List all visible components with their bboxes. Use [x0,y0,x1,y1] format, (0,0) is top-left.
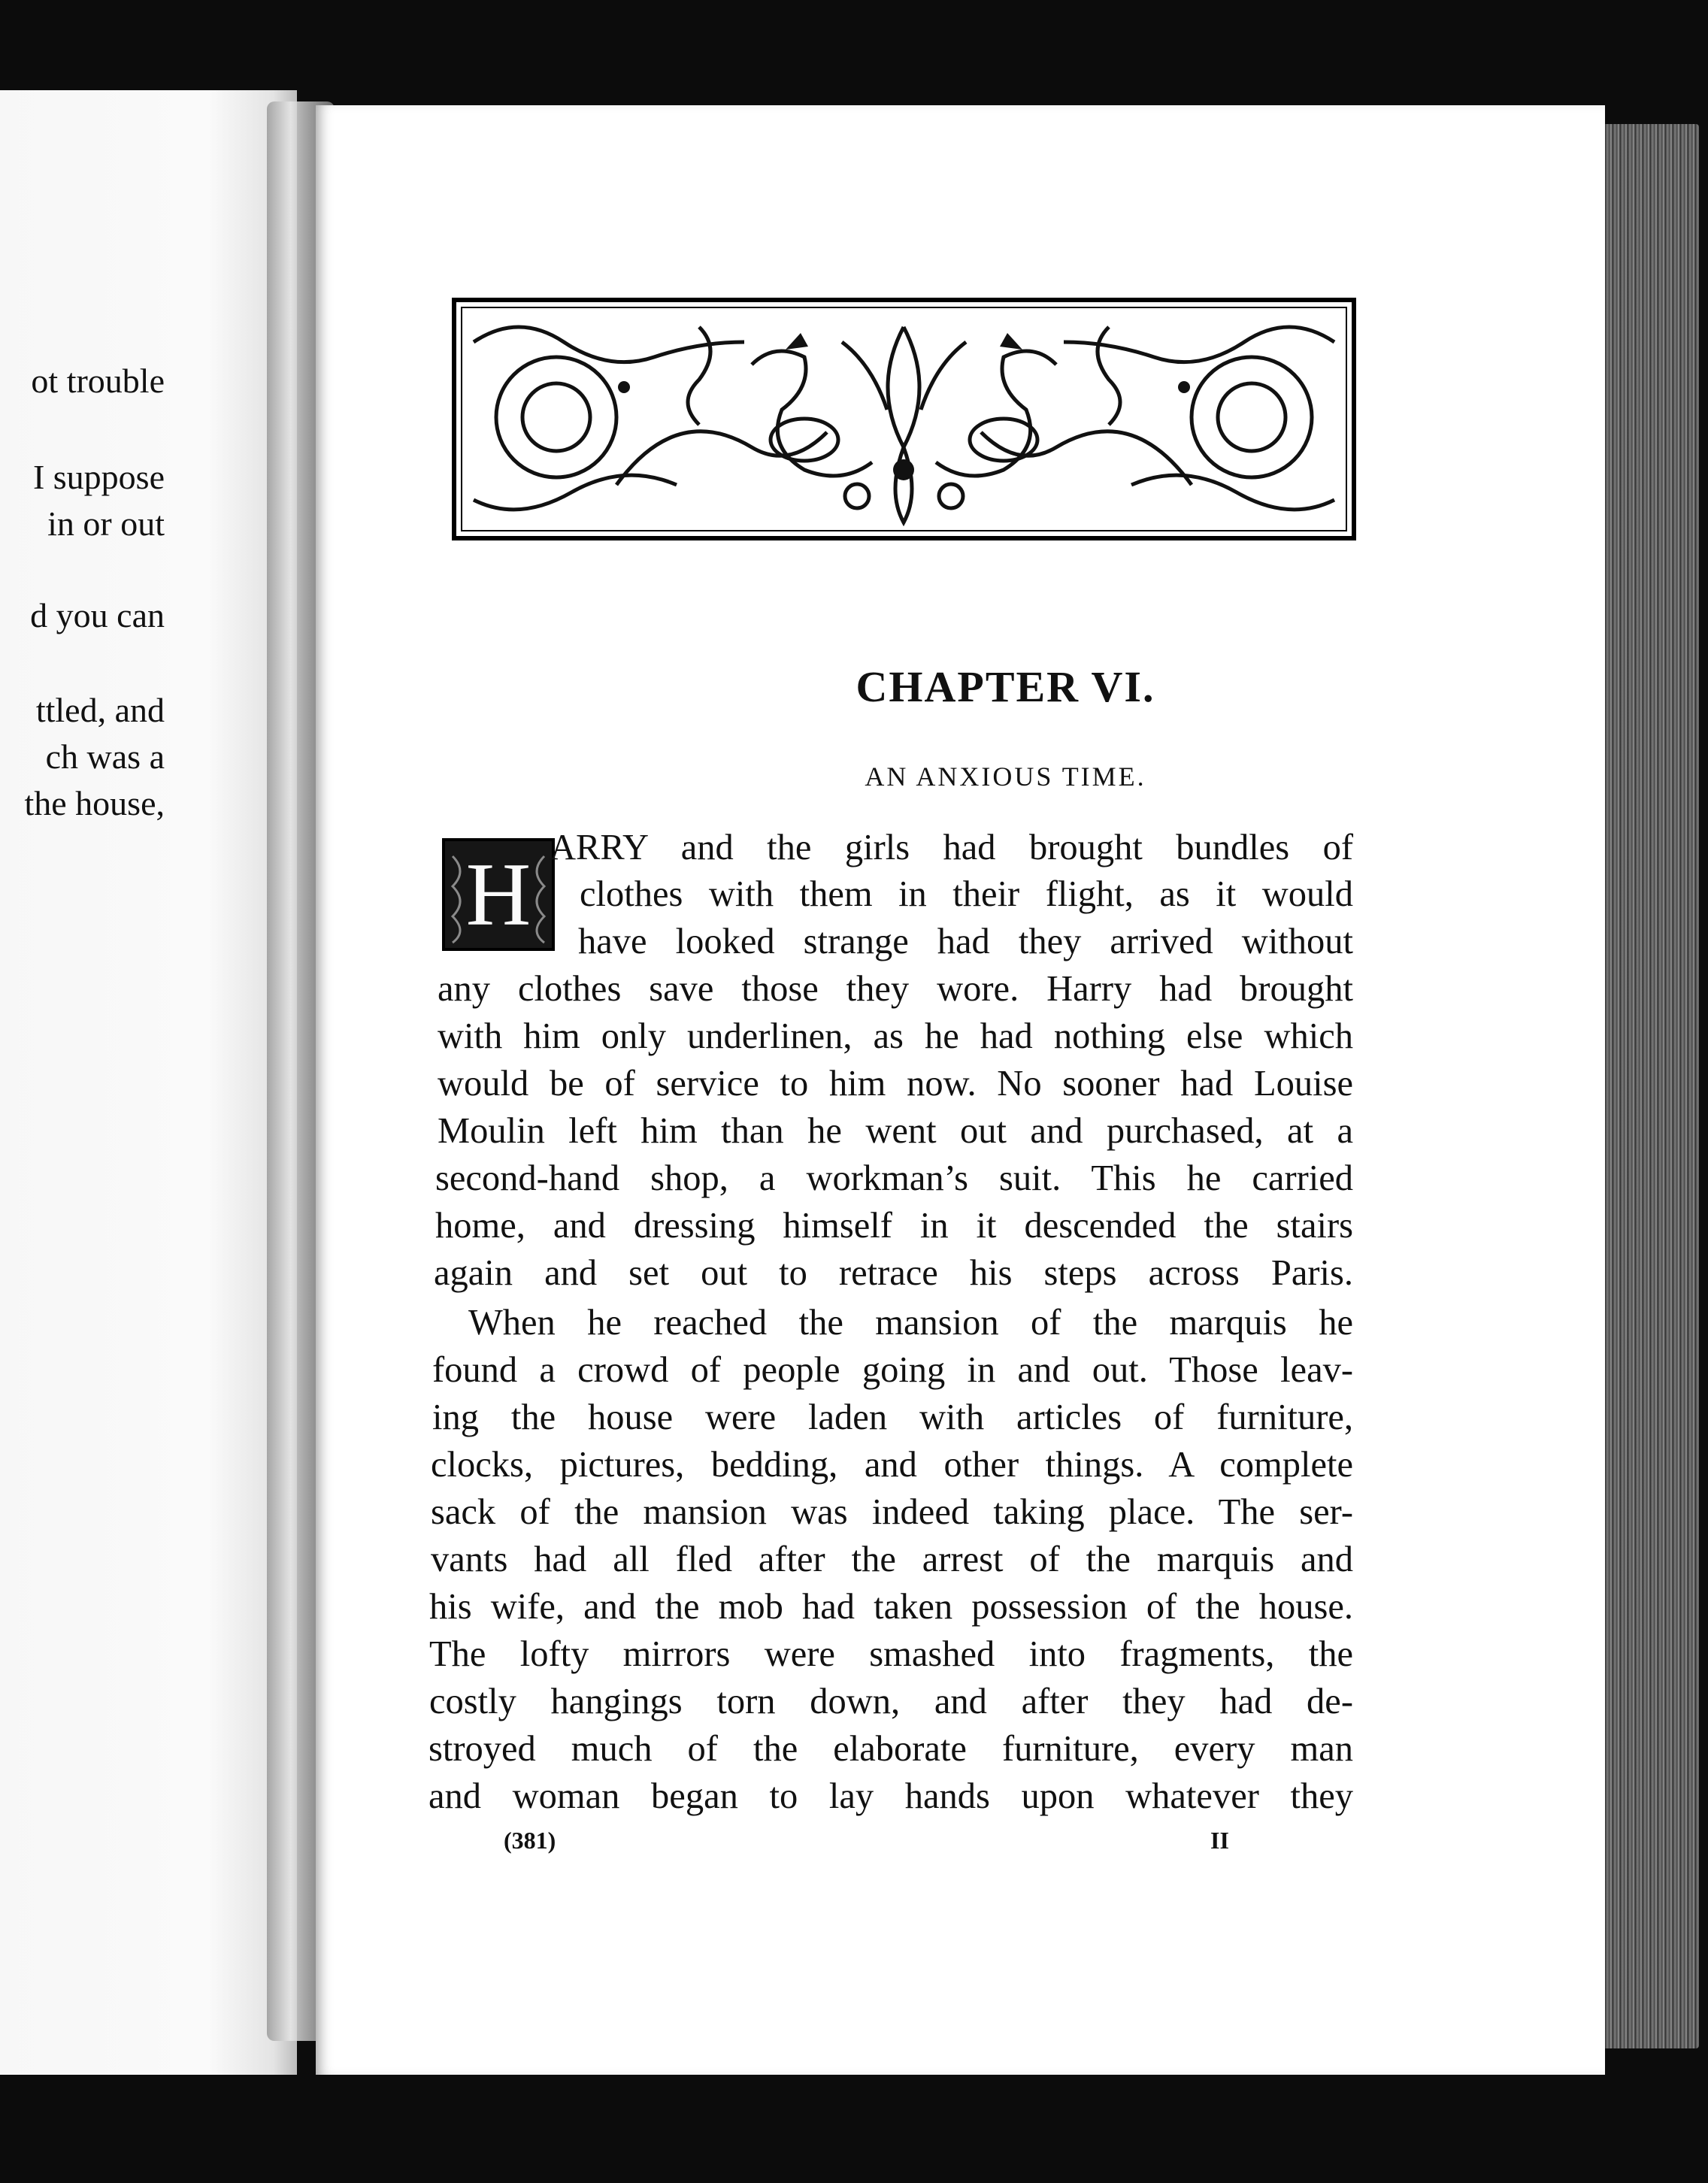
left-line: d you can [30,596,165,634]
paragraph-2-line: vants had all fled after the arrest of the marquis and [431,1540,1353,1579]
paragraph-1-line: second-hand shop, a workman’s suit. This he carried [435,1158,1353,1198]
paragraph-2-line: ing the house were laden with articles of furniture, [432,1397,1353,1437]
paragraph-1-line: again and set out to retrace his steps across Paris. [434,1253,1353,1293]
paragraph-2-line: costly hangings torn down, and after they had de- [429,1682,1353,1721]
chapter-heading: CHAPTER VI. [856,662,1155,711]
paragraph-1-line: home, and dressing himself in it descended the stairs [435,1206,1353,1246]
paragraph-2-line: The lofty mirrors were smashed into fragments, the [429,1634,1353,1674]
left-line: I suppose [32,458,165,496]
paragraph-1-line: ARRY and the girls had brought bundles of [550,828,1353,867]
left-page [0,90,297,2075]
signature-mark: II [1210,1827,1229,1854]
paragraph-2-line: his wife, and the mob had taken possession of the house. [429,1587,1353,1627]
paragraph-2-line: sack of the mansion was indeed taking place. The ser- [431,1492,1353,1532]
paragraph-1-line: would be of service to him now. No sooner had Louise [438,1064,1353,1104]
chapter-subtitle: AN ANXIOUS TIME. [865,761,1146,792]
paragraph-1-line: Moulin left him than he went out and purchased, at a [438,1111,1353,1151]
paragraph-1-line: any clothes save those they wore. Harry had brought [438,969,1353,1009]
right-page [316,105,1605,2075]
paragraph-2-line: clocks, pictures, bedding, and other things. A complete [431,1445,1353,1485]
left-line: ttled, and [35,691,165,729]
decorative-headpiece-ornament [451,297,1357,541]
decorative-drop-cap [442,838,555,951]
drop-cap-letter: H [465,844,531,944]
paragraph-2-line: When he reached the mansion of the marquis he [468,1303,1353,1343]
left-line: ch was a [45,737,165,776]
paragraph-1-line: clothes with them in their flight, as it would [580,874,1353,914]
left-line: ot trouble [31,362,165,400]
left-line: the house, [24,784,165,822]
page-number: (381) [504,1827,556,1854]
paragraph-1-line: have looked strange had they arrived without [578,922,1353,961]
paragraph-2-line: stroyed much of the elaborate furniture, every man [429,1729,1353,1769]
paragraph-2-line: found a crowd of people going in and out. Those leav- [432,1350,1353,1390]
page-edges [1597,124,1699,2048]
paragraph-2-line: and woman began to lay hands upon whatever they [429,1776,1353,1816]
paragraph-1-line: with him only underlinen, as he had nothing else which [438,1016,1353,1056]
left-line: in or out [47,504,165,543]
